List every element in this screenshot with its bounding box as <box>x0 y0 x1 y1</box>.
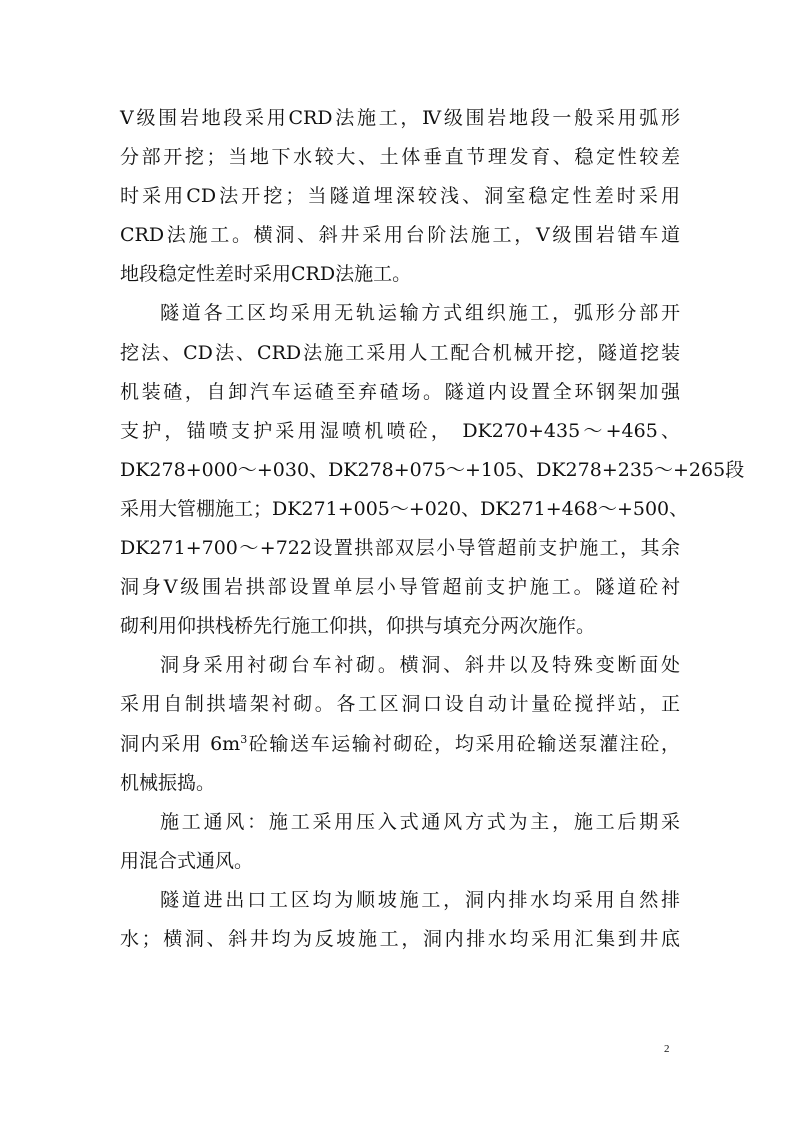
text-line: 挖法、CD法、CRD法施工采用人工配合机械开挖，隧道挖装 <box>120 341 680 364</box>
text-line: 地段稳定性差时采用CRD法施工。 <box>120 263 412 286</box>
text-line: 采用大管棚施工；DK271+005～+020、DK271+468～+500、 <box>120 497 689 520</box>
paragraph-4 <box>120 803 680 881</box>
paragraph-5 <box>120 881 680 959</box>
text-line: Ⅴ级围岩地段采用CRD法施工，Ⅳ级围岩地段一般采用弧形 <box>120 107 680 129</box>
text-line: 洞身采用衬砌台车衬砌。横洞、斜井以及特殊变断面处 <box>160 654 680 677</box>
text-line: CRD法施工。横洞、斜井采用台阶法施工，Ⅴ级围岩错车道 <box>120 224 680 247</box>
paragraph-1 <box>120 99 680 294</box>
text-line-with-superscript <box>120 725 680 764</box>
text-line: 施工通风：施工采用压入式通风方式为主，施工后期采 <box>160 810 680 833</box>
text-line: 隧道进出口工区均为顺坡施工，洞内排水均采用自然排 <box>160 888 680 911</box>
text-line: 砌利用仰拱栈桥先行施工仰拱，仰拱与填充分两次施作。 <box>120 615 596 638</box>
text-segment: 砼输送车运输衬砌砼，均采用砼输送泵灌注砼， <box>247 732 680 755</box>
text-line: DK278+000～+030、DK278+075～+105、DK278+235～+265段 <box>120 458 745 481</box>
text-line: 时采用CD法开挖；当隧道埋深较浅、洞室稳定性差时采用 <box>120 185 680 208</box>
text-line: 机装碴，自卸汽车运碴至弃碴场。隧道内设置全环钢架加强 <box>120 380 680 403</box>
text-line: 用混合式通风。 <box>120 849 254 872</box>
text-segment: 洞内采用 6m <box>120 732 241 755</box>
text-line: 机械振捣。 <box>120 771 216 794</box>
text-line: 洞身Ⅴ级围岩拱部设置单层小导管超前支护施工。隧道砼衬 <box>120 576 680 599</box>
text-line: 隧道各工区均采用无轨运输方式组织施工，弧形分部开 <box>160 302 680 325</box>
text-line: DK271+700～+722设置拱部双层小导管超前支护施工，其余 <box>120 537 680 560</box>
document-body <box>120 99 745 959</box>
superscript: 3 <box>240 732 248 746</box>
page-number: 2 <box>664 1043 670 1055</box>
text-line: 水；横洞、斜井均为反坡施工，洞内排水均采用汇集到井底 <box>120 927 680 950</box>
paragraph-3 <box>120 646 680 802</box>
text-line: 支护，锚喷支护采用湿喷机喷砼， DK270+435～+465、 <box>120 419 680 442</box>
text-line: 分部开挖；当地下水较大、土体垂直节理发育、稳定性较差 <box>120 146 680 169</box>
paragraph-2 <box>120 294 745 646</box>
text-line: 采用自制拱墙架衬砌。各工区洞口设自动计量砼搅拌站，正 <box>120 693 680 716</box>
